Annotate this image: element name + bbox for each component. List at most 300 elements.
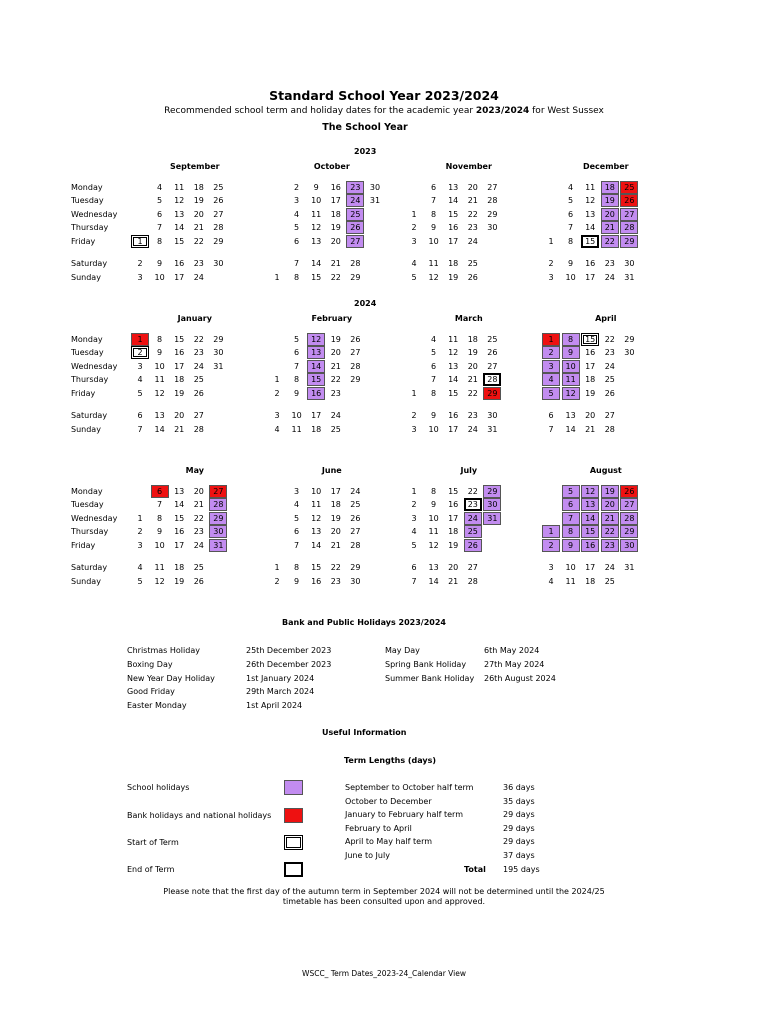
- calendar-day: 5: [562, 485, 580, 498]
- legend-label: End of Term: [127, 865, 175, 874]
- calendar-day: 29: [213, 335, 224, 344]
- calendar-day: 24: [467, 237, 478, 246]
- calendar-day: 31: [369, 196, 381, 205]
- calendar-day: 28: [483, 373, 501, 386]
- calendar-day: 15: [311, 273, 322, 282]
- subtitle-year: 2023/2024: [475, 106, 530, 116]
- calendar-day: 7: [562, 512, 580, 525]
- calendar-day: 5: [411, 273, 417, 282]
- calendar-day: 22: [193, 335, 204, 344]
- calendar-day: 1: [548, 237, 554, 246]
- calendar-day: 2: [294, 183, 300, 192]
- calendar-day: 22: [467, 389, 478, 398]
- calendar-day: 7: [294, 541, 300, 550]
- calendar-day: 8: [157, 237, 163, 246]
- term-name: September to October half term: [345, 783, 474, 792]
- calendar-day: 26: [350, 335, 361, 344]
- calendar-day: 28: [487, 196, 498, 205]
- calendar-day: 17: [585, 563, 596, 572]
- calendar-day: 1: [274, 273, 280, 282]
- calendar-day: 21: [601, 221, 619, 234]
- page-subtitle: [0, 106, 768, 116]
- calendar-day: 5: [294, 223, 300, 232]
- calendar-day: 25: [330, 425, 341, 434]
- calendar-day: 26: [193, 389, 204, 398]
- calendar-day: 13: [585, 210, 596, 219]
- calendar-day: 30: [350, 577, 361, 586]
- calendar-day: 28: [350, 541, 361, 550]
- bank-holiday-date: 29th March 2024: [246, 687, 315, 697]
- month-heading-november: November: [445, 162, 492, 171]
- calendar-day: 2: [542, 539, 560, 552]
- calendar-day: 17: [448, 425, 459, 434]
- calendar-day: 20: [467, 362, 478, 371]
- calendar-day: 17: [448, 237, 459, 246]
- calendar-day: 30: [624, 259, 635, 268]
- calendar-day: 28: [620, 221, 638, 234]
- calendar-day: 9: [431, 223, 437, 232]
- calendar-day: 16: [448, 223, 459, 232]
- calendar-day: 22: [467, 487, 478, 496]
- calendar-day: 6: [548, 411, 554, 420]
- calendar-day: 18: [601, 181, 619, 194]
- section-title: The School Year: [322, 122, 408, 133]
- calendar-day: 31: [487, 425, 498, 434]
- calendar-day: 17: [330, 487, 341, 496]
- calendar-day: 24: [346, 194, 364, 207]
- calendar-day: 31: [483, 512, 501, 525]
- calendar-day: 21: [193, 500, 204, 509]
- calendar-day: 20: [601, 498, 619, 511]
- calendar-day: 7: [294, 362, 300, 371]
- calendar-day: 10: [154, 362, 165, 371]
- total-days: 195 days: [503, 865, 540, 874]
- calendar-day: 29: [350, 375, 361, 384]
- calendar-day: 5: [137, 577, 143, 586]
- calendar-day: 29: [487, 210, 498, 219]
- calendar-day: 7: [431, 375, 437, 384]
- calendar-day: 18: [448, 259, 459, 268]
- bank-holiday-name: Boxing Day: [127, 659, 173, 669]
- legend-swatch-hol: [284, 780, 303, 795]
- day-label-monday: Monday: [71, 487, 103, 496]
- day-label-tuesday: Tuesday: [71, 348, 104, 357]
- calendar-day: 4: [294, 500, 300, 509]
- calendar-day: 18: [193, 183, 204, 192]
- calendar-day: 7: [157, 223, 163, 232]
- calendar-day: 1: [411, 487, 417, 496]
- calendar-day: 20: [174, 411, 185, 420]
- calendar-day: 31: [209, 539, 227, 552]
- calendar-day: 19: [174, 389, 185, 398]
- calendar-day: 12: [311, 514, 322, 523]
- calendar-day: 1: [131, 333, 149, 346]
- calendar-day: 11: [428, 527, 439, 536]
- calendar-day: 6: [411, 563, 417, 572]
- calendar-day: 20: [193, 210, 204, 219]
- calendar-day: 12: [307, 333, 325, 346]
- calendar-day: 11: [562, 373, 580, 386]
- calendar-day: 2: [548, 259, 554, 268]
- day-label-wednesday: Wednesday: [71, 362, 118, 371]
- calendar-day: 8: [568, 237, 574, 246]
- calendar-day: 24: [604, 563, 615, 572]
- calendar-day: 21: [585, 425, 596, 434]
- calendar-day: 4: [294, 210, 300, 219]
- calendar-day: 8: [431, 210, 437, 219]
- calendar-day: 26: [193, 577, 204, 586]
- calendar-day: 21: [467, 196, 478, 205]
- calendar-day: 17: [585, 362, 596, 371]
- calendar-day: 24: [330, 411, 341, 420]
- calendar-day: 9: [157, 527, 163, 536]
- bank-holiday-date: 26th December 2023: [246, 659, 332, 669]
- calendar-day: 29: [350, 273, 361, 282]
- calendar-day: 30: [213, 348, 224, 357]
- calendar-day: 13: [307, 346, 325, 359]
- calendar-day: 12: [311, 223, 322, 232]
- calendar-day: 28: [467, 577, 478, 586]
- calendar-day: 20: [585, 411, 596, 420]
- calendar-day: 17: [585, 273, 596, 282]
- calendar-day: 24: [193, 362, 204, 371]
- calendar-day: 23: [330, 577, 341, 586]
- bank-holiday-date: 26th August 2024: [484, 673, 556, 683]
- calendar-day: 19: [585, 389, 596, 398]
- bank-holiday-date: 25th December 2023: [246, 646, 332, 655]
- calendar-day: 18: [330, 500, 341, 509]
- calendar-day: 3: [294, 487, 300, 496]
- calendar-day: 14: [585, 223, 596, 232]
- calendar-day: 24: [604, 273, 615, 282]
- calendar-day: 23: [601, 539, 619, 552]
- legend-swatch-eot: [284, 862, 303, 877]
- calendar-day: 25: [620, 181, 638, 194]
- day-label-saturday: Saturday: [71, 411, 108, 420]
- calendar-day: 10: [565, 273, 576, 282]
- day-label-tuesday: Tuesday: [71, 500, 104, 509]
- calendar-day: 24: [193, 273, 204, 282]
- calendar-day: 15: [448, 487, 459, 496]
- calendar-day: 14: [448, 196, 459, 205]
- calendar-day: 14: [307, 360, 325, 373]
- calendar-day: 25: [467, 259, 478, 268]
- calendar-day: 29: [483, 485, 501, 498]
- month-heading-september: September: [169, 162, 220, 171]
- calendar-day: 22: [601, 525, 619, 538]
- calendar-day: 6: [294, 527, 300, 536]
- total-label: Total: [464, 865, 486, 874]
- calendar-day: 30: [487, 223, 498, 232]
- calendar-day: 21: [330, 362, 341, 371]
- calendar-day: 11: [291, 425, 302, 434]
- calendar-day: 18: [448, 527, 459, 536]
- calendar-day: 15: [448, 389, 459, 398]
- calendar-day: 20: [601, 208, 619, 221]
- term-days: 29 days: [503, 823, 535, 833]
- calendar-day: 2: [411, 500, 417, 509]
- calendar-day: 9: [431, 500, 437, 509]
- subtitle-after: for West Sussex: [529, 106, 604, 116]
- calendar-day: 20: [330, 527, 341, 536]
- day-label-tuesday: Tuesday: [71, 196, 104, 205]
- calendar-day: 5: [542, 387, 560, 400]
- bank-holiday-name: Easter Monday: [127, 701, 187, 711]
- calendar-day: 17: [174, 362, 185, 371]
- calendar-day: 16: [307, 387, 325, 400]
- bank-holiday-name: May Day: [385, 646, 420, 655]
- calendar-day: 16: [585, 259, 596, 268]
- calendar-day: 22: [604, 335, 615, 344]
- calendar-day: 12: [581, 485, 599, 498]
- calendar-day: 27: [346, 235, 364, 248]
- month-heading-december: December: [582, 162, 629, 171]
- calendar-day: 21: [193, 223, 204, 232]
- calendar-day: 6: [562, 498, 580, 511]
- useful-info-title: Useful Information: [322, 728, 407, 737]
- calendar-day: 7: [411, 577, 417, 586]
- calendar-day: 27: [487, 362, 498, 371]
- calendar-day: 22: [330, 563, 341, 572]
- calendar-day: 1: [137, 514, 143, 523]
- bank-holiday-name: Christmas Holiday: [127, 646, 200, 655]
- calendar-day: 6: [137, 411, 143, 420]
- calendar-day: 9: [431, 411, 437, 420]
- day-label-thursday: Thursday: [71, 375, 109, 384]
- term-name: June to July: [345, 851, 390, 860]
- calendar-day: 30: [487, 411, 498, 420]
- calendar-day: 2: [411, 411, 417, 420]
- calendar-day: 21: [448, 577, 459, 586]
- calendar-day: 27: [350, 527, 361, 536]
- calendar-day: 16: [330, 183, 341, 192]
- calendar-day: 11: [174, 183, 185, 192]
- calendar-day: 18: [467, 335, 478, 344]
- calendar-day: 13: [581, 498, 599, 511]
- calendar-day: 19: [601, 194, 619, 207]
- calendar-day: 26: [604, 389, 615, 398]
- calendar-day: 27: [620, 498, 638, 511]
- calendar-day: 12: [174, 196, 185, 205]
- calendar-day: 12: [562, 387, 580, 400]
- calendar-day: 13: [174, 210, 185, 219]
- calendar-day: 18: [174, 375, 185, 384]
- calendar-day: 14: [154, 425, 165, 434]
- calendar-day: 2: [274, 389, 280, 398]
- note-line-2: timetable has been consulted upon and approved.: [282, 897, 486, 906]
- calendar-day: 28: [604, 425, 615, 434]
- calendar-day: 8: [157, 335, 163, 344]
- calendar-day: 15: [581, 525, 599, 538]
- bank-holidays-title: Bank and Public Holidays 2023/2024: [282, 618, 446, 627]
- calendar-day: 19: [330, 223, 341, 232]
- calendar-day: 17: [311, 411, 322, 420]
- calendar-day: 15: [581, 333, 599, 346]
- calendar-day: 12: [154, 577, 165, 586]
- calendar-day: 1: [411, 389, 417, 398]
- calendar-day: 14: [311, 259, 322, 268]
- calendar-day: 27: [193, 411, 204, 420]
- calendar-day: 10: [428, 425, 439, 434]
- calendar-day: 7: [568, 223, 574, 232]
- calendar-day: 7: [137, 425, 143, 434]
- bank-holiday-date: 1st January 2024: [246, 673, 315, 683]
- calendar-day: 30: [483, 498, 501, 511]
- calendar-day: 19: [448, 273, 459, 282]
- calendar-day: 19: [448, 541, 459, 550]
- calendar-day: 4: [411, 527, 417, 536]
- calendar-day: 19: [330, 335, 341, 344]
- calendar-day: 11: [448, 335, 459, 344]
- calendar-day: 10: [291, 411, 302, 420]
- calendar-day: 10: [562, 360, 580, 373]
- calendar-day: 16: [581, 539, 599, 552]
- year-heading-2024: 2024: [354, 299, 377, 308]
- calendar-day: 9: [157, 348, 163, 357]
- calendar-day: 20: [193, 487, 204, 496]
- calendar-day: 23: [464, 498, 482, 511]
- calendar-day: 23: [467, 223, 478, 232]
- calendar-day: 19: [174, 577, 185, 586]
- calendar-day: 11: [311, 500, 322, 509]
- calendar-day: 6: [294, 237, 300, 246]
- calendar-day: 24: [464, 512, 482, 525]
- calendar-day: 30: [624, 348, 635, 357]
- calendar-day: 4: [431, 335, 437, 344]
- calendar-day: 4: [137, 563, 143, 572]
- bank-holiday-name: Summer Bank Holiday: [385, 673, 475, 683]
- calendar-day: 7: [431, 196, 437, 205]
- calendar-day: 16: [585, 348, 596, 357]
- calendar-day: 13: [311, 237, 322, 246]
- calendar-day: 31: [624, 563, 635, 572]
- calendar-day: 11: [585, 183, 596, 192]
- calendar-day: 3: [137, 362, 143, 371]
- calendar-day: 9: [568, 259, 574, 268]
- calendar-day: 30: [209, 525, 227, 538]
- calendar-day: 12: [448, 348, 459, 357]
- calendar-day: 13: [311, 527, 322, 536]
- calendar-day: 4: [568, 183, 574, 192]
- calendar-day: 9: [157, 259, 163, 268]
- calendar-day: 10: [311, 487, 322, 496]
- day-label-monday: Monday: [71, 335, 103, 344]
- calendar-day: 5: [294, 514, 300, 523]
- term-days: 36 days: [503, 783, 535, 792]
- calendar-day: 26: [620, 194, 638, 207]
- calendar-day: 6: [568, 210, 574, 219]
- calendar-day: 4: [548, 577, 554, 586]
- calendar-day: 17: [330, 196, 341, 205]
- calendar-day: 20: [330, 348, 341, 357]
- calendar-day: 31: [213, 362, 224, 371]
- calendar-day: 8: [157, 514, 163, 523]
- calendar-day: 16: [448, 411, 459, 420]
- calendar-day: 20: [330, 237, 341, 246]
- legend-swatch-sot: [284, 835, 303, 850]
- calendar-day: 8: [294, 273, 300, 282]
- calendar-day: 11: [428, 259, 439, 268]
- calendar-day: 22: [330, 273, 341, 282]
- calendar-day: 5: [411, 541, 417, 550]
- calendar-day: 13: [448, 183, 459, 192]
- calendar-day: 6: [151, 485, 169, 498]
- calendar-day: 15: [581, 235, 599, 248]
- calendar-day: 4: [542, 373, 560, 386]
- calendar-day: 1: [274, 375, 280, 384]
- calendar-day: 22: [193, 237, 204, 246]
- calendar-day: 16: [311, 577, 322, 586]
- calendar-day: 26: [487, 348, 498, 357]
- calendar-day: 23: [193, 348, 204, 357]
- calendar-day: 24: [350, 487, 361, 496]
- calendar-day: 6: [431, 183, 437, 192]
- calendar-day: 28: [209, 498, 227, 511]
- calendar-day: 29: [620, 235, 638, 248]
- calendar-day: 25: [487, 335, 498, 344]
- calendar-day: 9: [313, 183, 319, 192]
- calendar-day: 23: [346, 181, 364, 194]
- calendar-day: 25: [464, 525, 482, 538]
- day-label-friday: Friday: [71, 237, 96, 246]
- calendar-day: 17: [174, 273, 185, 282]
- calendar-day: 19: [467, 348, 478, 357]
- calendar-day: 2: [137, 527, 143, 536]
- term-days: 37 days: [503, 851, 535, 860]
- day-label-sunday: Sunday: [71, 577, 101, 586]
- calendar-day: 10: [428, 514, 439, 523]
- calendar-day: 28: [620, 512, 638, 525]
- calendar-day: 25: [350, 500, 361, 509]
- term-name: January to February half term: [345, 810, 463, 820]
- calendar-day: 27: [604, 411, 615, 420]
- calendar-day: 3: [411, 514, 417, 523]
- calendar-day: 18: [585, 375, 596, 384]
- calendar-day: 25: [346, 208, 364, 221]
- footer-text: WSCC_ Term Dates_2023-24_Calendar View: [302, 969, 466, 978]
- calendar-day: 16: [448, 500, 459, 509]
- calendar-day: 24: [467, 425, 478, 434]
- calendar-day: 17: [448, 514, 459, 523]
- legend-label: Start of Term: [127, 838, 179, 847]
- calendar-day: 30: [620, 539, 638, 552]
- calendar-day: 21: [467, 375, 478, 384]
- day-label-friday: Friday: [71, 389, 96, 398]
- legend-label: School holidays: [127, 783, 190, 792]
- calendar-day: 29: [483, 387, 501, 400]
- calendar-day: 8: [431, 389, 437, 398]
- calendar-day: 5: [157, 196, 163, 205]
- calendar-day: 10: [565, 563, 576, 572]
- calendar-day: 14: [174, 500, 185, 509]
- month-heading-may: May: [185, 466, 204, 475]
- calendar-day: 3: [411, 237, 417, 246]
- calendar-day: 23: [193, 259, 204, 268]
- calendar-day: 25: [604, 375, 615, 384]
- calendar-day: 24: [604, 362, 615, 371]
- day-label-wednesday: Wednesday: [71, 514, 118, 523]
- calendar-day: 12: [585, 196, 596, 205]
- calendar-day: 2: [274, 577, 280, 586]
- calendar-day: 21: [330, 259, 341, 268]
- calendar-day: 10: [428, 237, 439, 246]
- calendar-day: 15: [311, 563, 322, 572]
- term-name: February to April: [345, 823, 412, 833]
- calendar-day: 6: [431, 362, 437, 371]
- calendar-day: 15: [448, 210, 459, 219]
- calendar-day: 30: [369, 183, 381, 192]
- calendar-day: 11: [311, 210, 322, 219]
